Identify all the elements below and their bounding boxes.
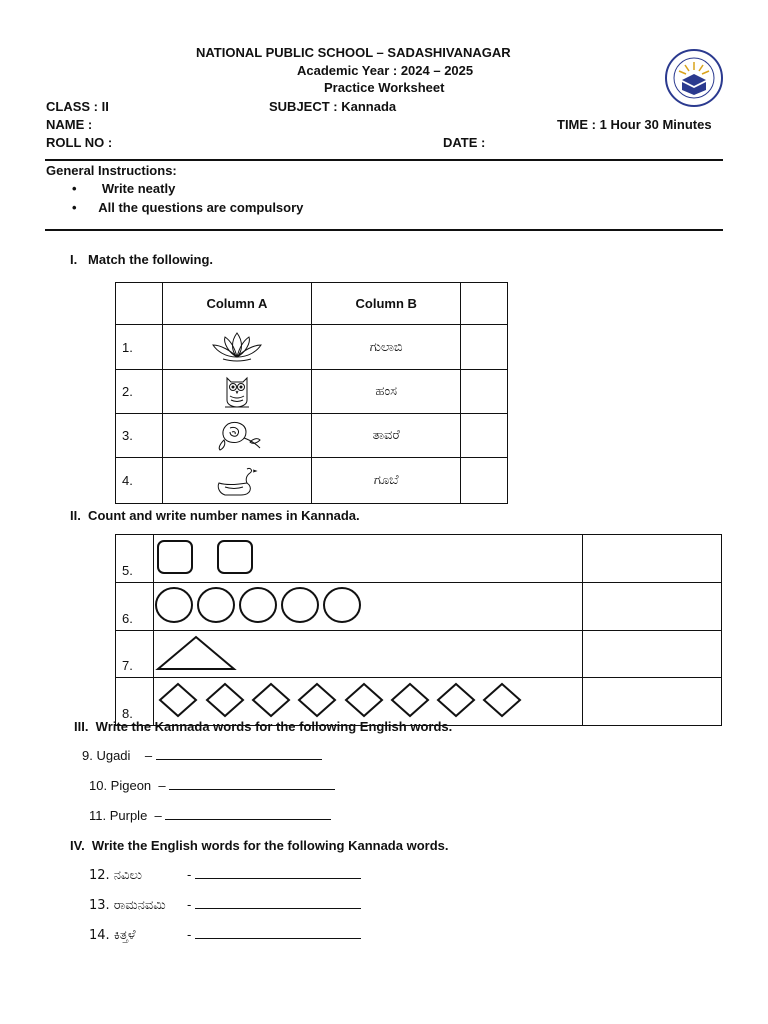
instruction-item: • Write neatly: [72, 181, 176, 196]
circles-figure: [154, 583, 582, 627]
question-9: 9. Ugadi –: [82, 748, 322, 763]
table-row: 4. ಗೂಬೆ: [116, 458, 508, 504]
squares-figure: [154, 535, 582, 579]
answer-blank[interactable]: [169, 778, 335, 790]
triangle-shape: [158, 637, 234, 669]
rose-icon: [210, 418, 264, 454]
circle-shape: [282, 588, 318, 622]
school-logo: [664, 48, 724, 108]
instruction-item: • All the questions are compulsory: [72, 200, 304, 215]
answer-blank[interactable]: [165, 808, 331, 820]
table-row: 7.: [116, 631, 722, 678]
match-table: [115, 282, 508, 504]
swan-icon: [215, 463, 259, 499]
column-b-word: ಗುಲಾಬಿ: [312, 325, 461, 370]
section-3-title: III. Write the Kannada words for the following English words.: [74, 719, 453, 734]
answer-blank[interactable]: [156, 748, 322, 760]
roll-label: ROLL NO :: [46, 135, 113, 150]
diamond-shape: [484, 684, 520, 716]
triangle-figure: [154, 631, 582, 674]
diamond-shape: [160, 684, 196, 716]
diamond-shape: [207, 684, 243, 716]
time-label: TIME : 1 Hour 30 Minutes: [557, 117, 712, 132]
column-a-header: Column A: [162, 283, 311, 325]
question-12: 12. ನವಿಲು -: [89, 867, 389, 883]
date-label: DATE :: [443, 135, 486, 150]
instructions-divider: [45, 229, 723, 231]
worksheet-title: Practice Worksheet: [324, 80, 445, 95]
class-label: CLASS : II: [46, 99, 109, 114]
diamonds-figure: [154, 678, 582, 722]
question-13: 13. ರಾಮನವಮಿ -: [89, 897, 389, 913]
circle-shape: [156, 588, 192, 622]
answer-blank[interactable]: [195, 867, 361, 879]
column-b-word: ಹಂಸ: [312, 370, 461, 414]
diamond-shape: [392, 684, 428, 716]
square-shape: [158, 541, 192, 573]
subject-label: SUBJECT : Kannada: [269, 99, 397, 114]
section-2-title: II. Count and write number names in Kannada.: [70, 508, 360, 523]
name-label: NAME :: [46, 117, 93, 132]
column-b-word: ತಾವರೆ: [312, 414, 461, 458]
diamond-shape: [346, 684, 382, 716]
table-row: 1. ಗುಲಾಬಿ: [116, 325, 508, 370]
table-row: 3. ತಾವರೆ: [116, 414, 508, 458]
column-b-header: Column B: [312, 283, 461, 325]
instructions-title: General Instructions:: [46, 163, 177, 178]
square-shape: [218, 541, 252, 573]
question-14: 14. ಕಿತ್ತಳೆ -: [89, 927, 389, 943]
lotus-icon: [209, 329, 265, 365]
academic-year: Academic Year : 2024 – 2025: [297, 63, 474, 78]
header-divider: [45, 159, 723, 161]
circle-shape: [324, 588, 360, 622]
question-11: 11. Purple –: [89, 808, 331, 823]
section-1-title: I. Match the following.: [70, 252, 213, 267]
answer-blank[interactable]: [195, 927, 361, 939]
answer-blank[interactable]: [195, 897, 361, 909]
section-4-title: IV. Write the English words for the following Kannada words.: [70, 838, 449, 853]
circle-shape: [240, 588, 276, 622]
count-table: [115, 534, 722, 726]
table-row: 2. ಹಂಸ: [116, 370, 508, 414]
diamond-shape: [438, 684, 474, 716]
table-row: 8.: [116, 678, 722, 726]
table-row: 6.: [116, 583, 722, 631]
owl-icon: [222, 374, 252, 410]
circle-shape: [198, 588, 234, 622]
diamond-shape: [253, 684, 289, 716]
column-b-word: ಗೂಬೆ: [312, 458, 461, 504]
table-row: 5.: [116, 535, 722, 583]
diamond-shape: [299, 684, 335, 716]
school-name: NATIONAL PUBLIC SCHOOL – SADASHIVANAGAR: [196, 45, 511, 60]
question-10: 10. Pigeon –: [89, 778, 335, 793]
